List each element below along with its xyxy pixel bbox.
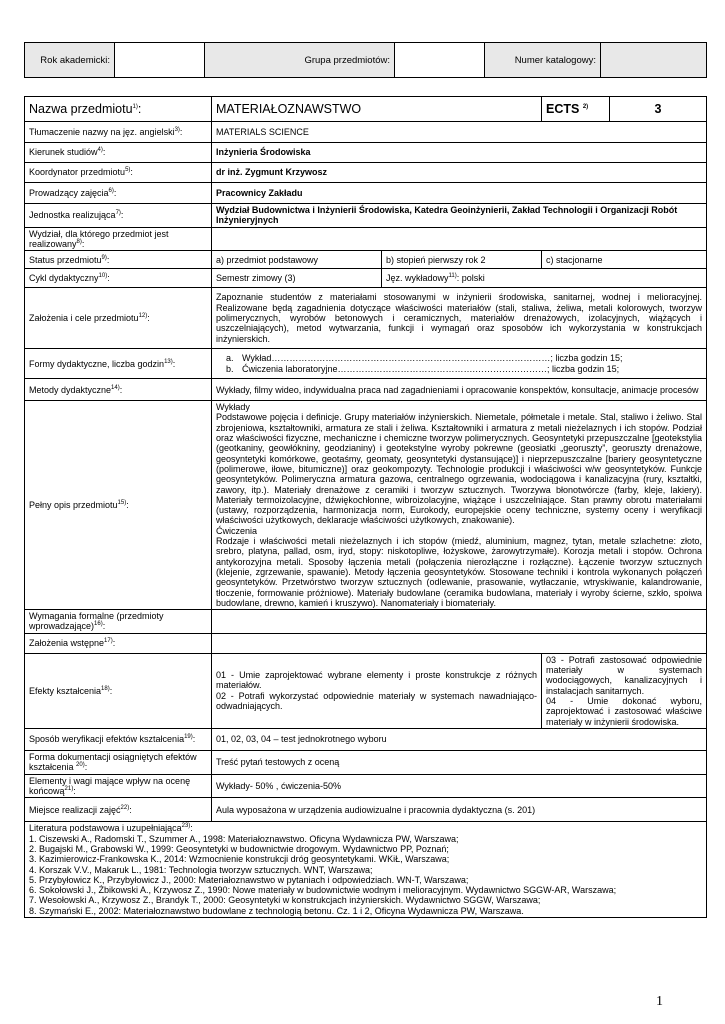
full-description-value: [212, 401, 707, 610]
course-group-value: [395, 43, 485, 78]
place-value: Aula wyposażona w urządzenia audiowizualne i pracownia dydaktyczna (s. 201): [212, 798, 707, 822]
formal-requirements-value: [212, 610, 707, 634]
literature-item: 3. Kazimierowicz-Frankowska K., 2014: Wzmocnienie konstrukcji dróg geosyntetykami. WKiŁ, Warszawa;: [29, 854, 450, 865]
faculty-value: [212, 227, 707, 251]
literature-heading: Literatura podstawowa i uzupełniająca$^{23)}$:: [29, 823, 193, 834]
ects-label: ECTS $^{2)}$: [542, 97, 610, 122]
learning-outcomes-left: 01 - Umie zaprojektować wybrane elementy i proste konstrukcje z różnych materiałów. 02 - Potrafi wykorzystać odpowiednie materiały w systemach nawadniająco-odwadniających.: [212, 653, 542, 728]
place-label: Miejsce realizacji zajęć$^{22)}$:: [25, 798, 212, 822]
documentation-label: Forma dokumentacji osiągniętych efektów kształcenia $^{20)}$:: [25, 750, 212, 774]
full-exercises-heading: Ćwiczenia: [216, 525, 258, 536]
course-group-label: Grupa przedmiotów:: [205, 43, 395, 78]
status-c-value: c) stacjonarne: [542, 251, 707, 269]
teachers-label: Prowadzący zajęcia$^{6)}$:: [25, 183, 212, 204]
full-description-label: Pełny opis przedmiotu$^{15)}$:: [25, 401, 212, 610]
full-exercises-text: Rodzaje i właściwości metali nieżelaznych i ich stopów (miedź, aluminium, magnez, tytan, metale szlachetne: złoto, srebro, platyna, pallad, osm, iryd, stopy: niskotopliwe, łożyskowe, żarowytrzymałe). Korozja metali i stopów. Ochrona antykorozyjna metali. Sposoby łączenia metali (połączenia nierozłączne i rozłączne). Łączenie tworzyw sztucznych (klejenie, zgrzewanie, spawanie). Metody łączenia geosyntetyków. Stosowane techniki i kontrola wykonanych połączeń geosyntetyków. Przetwórstwo tworzyw sztucznych (odlewanie, prasowanie, wytłaczanie, wtryskiwanie, kalandrowanie, tłoczenie, formowanie próżniowe). Materiały budowlane (ceramika budowlana, materiały i wyroby ścierne, szkło, spoiwa budowlane, drewno, kamień i kruszywo). Nanomateriały i biomateriały.: [216, 536, 703, 608]
prerequisites-value: [212, 633, 707, 653]
literature-item: 8. Szymański E., 2002: Materiałoznawstwo budowlane z technologią betonu. Cz. 1 i 2, Oficyna Wydawnicza PW, Warszawa.: [29, 905, 524, 916]
coordinator-value: dr inż. Zygmunt Krzywosz: [212, 163, 707, 183]
literature-item: 1. Ciszewski A., Radomski T., Szummer A., 1998: Materiałoznawstwo. Oficyna Wydawnicza PW, Warszawa;: [29, 833, 459, 844]
course-name-label: Nazwa przedmiotu$^{1)}$:: [25, 97, 212, 122]
course-name-value: MATERIAŁOZNAWSTWO: [212, 97, 542, 122]
literature-item: 4. Korszak V.V., Makaruk L., 1981: Technologia tworzyw sztucznych. WNT, Warszawa;: [29, 864, 373, 875]
academic-year-label: Rok akademicki:: [25, 43, 115, 78]
header-bar: [24, 42, 707, 78]
status-a-value: a) przedmiot podstawowy: [212, 251, 382, 269]
prerequisites-label: Założenia wstępne$^{17)}$:: [25, 633, 212, 653]
grade-weights-label: Elementy i wagi mające wpływ na ocenę końcową$^{21)}$:: [25, 774, 212, 798]
catalog-number-value: [601, 43, 707, 78]
grade-weights-value: Wykłady- 50% , ćwiczenia-50%: [212, 774, 707, 798]
language-value: Jęz. wykładowy$^{11)}$: polski: [382, 269, 707, 288]
field-label: Kierunek studiów$^{4)}$:: [25, 143, 212, 163]
learning-outcomes-right: 03 - Potrafi zastosować odpowiednie materiały w systemach wodociągowych, kanalizacyjnych i instalacjach sanitarnych. 04 - Umie dokonać wyboru, zaprojektować i zastosować właściwe materiały w inżynierii środowiska.: [542, 653, 707, 728]
documentation-value: Treść pytań testowych z oceną: [212, 750, 707, 774]
catalog-number-label: Numer katalogowy:: [485, 43, 601, 78]
ects-value: 3: [610, 97, 707, 122]
verification-label: Sposób weryfikacji efektów kształcenia$^{19)}$:: [25, 728, 212, 750]
methods-label: Metody dydaktyczne$^{14)}$:: [25, 379, 212, 401]
methods-value: Wykłady, filmy wideo, indywidualna praca nad zagadnieniami i opracowanie konspektów, konsultacje, animacje procesów: [212, 379, 707, 401]
unit-value: Wydział Budownictwa i Inżynierii Środowiska, Katedra Geoinżynierii, Zakład Technologii i Organizacji Robót Inżynieryjnych: [212, 204, 707, 228]
form-lab: b. Ćwiczenia laboratoryjne……………………………………….……………………; liczba godzin 15;: [236, 364, 702, 374]
academic-year-value: [115, 43, 205, 78]
literature-section: [25, 822, 707, 918]
cycle-label: Cykl dydaktyczny$^{10)}$:: [25, 269, 212, 288]
cycle-value: Semestr zimowy (3): [212, 269, 382, 288]
field-value: Inżynieria Środowiska: [212, 143, 707, 163]
literature-item: 5. Przybyłowicz K., Przybyłowicz J., 2000: Materiałoznawstwo w pytaniach i odpowiedziach. WN-T, Warszawa;: [29, 874, 469, 885]
goals-label: Założenia i cele przedmiotu$^{12)}$:: [25, 288, 212, 349]
translation-label: Tłumaczenie nazwy na jęz. angielski$^{3)}$:: [25, 122, 212, 143]
page-number: 1: [656, 994, 663, 1009]
goals-value: Zapoznanie studentów z materiałami stosowanymi w inżynierii środowiska, sanitarnej, wodnej i melioracyjnej. Realizowane będą zagadnienia dotyczące właściwości materiałów (stali, staliwa, żeliwa, metali kolorowych, tworzyw polimerycznych, wyrobów betonowych i ceramicznych, materiałów drenażowych, izolacyjnych, wiążących i uszczelniających), metod wytwarzania, funkcji i wymagań oraz sposobów ich wykorzystania w konstrukcjach inżynierskich.: [212, 288, 707, 349]
coordinator-label: Koordynator przedmiotu$^{5)}$:: [25, 163, 212, 183]
forms-list: [216, 353, 702, 374]
literature-item: 7. Wesołowski A., Krzywosz Z., Brandyk T., 2000: Geosyntetyki w konstrukcjach inżynierskich. Wydawnictwo SGGW, Warszawa;: [29, 895, 541, 906]
status-b-value: b) stopień pierwszy rok 2: [382, 251, 542, 269]
learning-outcomes-label: Efekty kształcenia$^{18)}$:: [25, 653, 212, 728]
status-label: Status przedmiotu$^{9)}$:: [25, 251, 212, 269]
forms-value: [212, 349, 707, 379]
form-lecture: a. Wykład…………………………………………………………………………………; liczba godzin 15;: [236, 353, 702, 363]
course-syllabus-table: [24, 96, 707, 918]
faculty-label: Wydział, dla którego przedmiot jest realizowany$^{8)}$:: [25, 227, 212, 251]
unit-label: Jednostka realizująca$^{7)}$:: [25, 204, 212, 228]
full-lectures-text: Podstawowe pojęcia i definicje. Grupy materiałów inżynierskich. Niemetale, półmetale i metale. Stal, staliwo i żeliwo. Stal zbrojeniowa, kształtowniki, armatura ze stali i żeliwa. Kształtowniki i armatura z metali nieżelaznych i ich stopów. Podział oraz właściwości fizyczne, mechaniczne i chemiczne tworzyw polimerycznych. Geosyntetyki przepuszczalne [geotekstylia (geotkaniny, geowłókniny, geodzianiny) i geotekstylne wyroby pokrewne (geosiatki „georuszty”, georuszty drenażowe, geosyntetyki komórkowe, geotaśmy, geomaty, geosyntetyki dystansujące)] i nieprzepuszczalne [bariery geosyntetyczne (polimerowe, iłowe, bitumiczne)] oraz geokompozyty. Technologie produkcji i właściwości w/w geosyntetyków. Funkcje geosyntetyków. Polimeryczna armatura gazowa, centralnego ogrzewania, wodociągowa i kanalizacyjna (rury, kształtki, zawory, itp.). Materiały drenażowe z ceramiki i tworzyw sztucznych. Tworzywa błonotwórcze (farby, kleje, lakiery). Materiały termoizolacyjne, dźwiękochłonne, wibroizolacyjne, wiążące i uszczelniające. Stan prawny obrotu materiałami (ustawy, rozporządzenia, harmonizacja norm, Eurokody, europejskie oceny techniczne, systemy oceny i weryfikacji właściwości użytkowych, deklaracje właściwości użytkowych, znakowanie).: [216, 412, 703, 526]
literature-item: 2. Bugajski M., Grabowski W., 1999: Geosyntetyki w budownictwie drogowym. Wydawnictwo PP, Poznań;: [29, 843, 449, 854]
formal-requirements-label: Wymagania formalne (przedmioty wprowadzające)$^{16)}$:: [25, 610, 212, 634]
literature-item: 6. Sokołowski J., Żbikowski A., Krzywosz Z., 1990: Nowe materiały w budownictwie wodnym i melioracyjnym. Wydawnictwo SGGW-AR, Warszawa;: [29, 885, 617, 896]
verification-value: 01, 02, 03, 04 – test jednokrotnego wyboru: [212, 728, 707, 750]
teachers-value: Pracownicy Zakładu: [212, 183, 707, 204]
translation-value: MATERIALS SCIENCE: [212, 122, 707, 143]
forms-label: Formy dydaktyczne, liczba godzin$^{13)}$:: [25, 349, 212, 379]
full-lectures-heading: Wykłady: [216, 402, 250, 413]
